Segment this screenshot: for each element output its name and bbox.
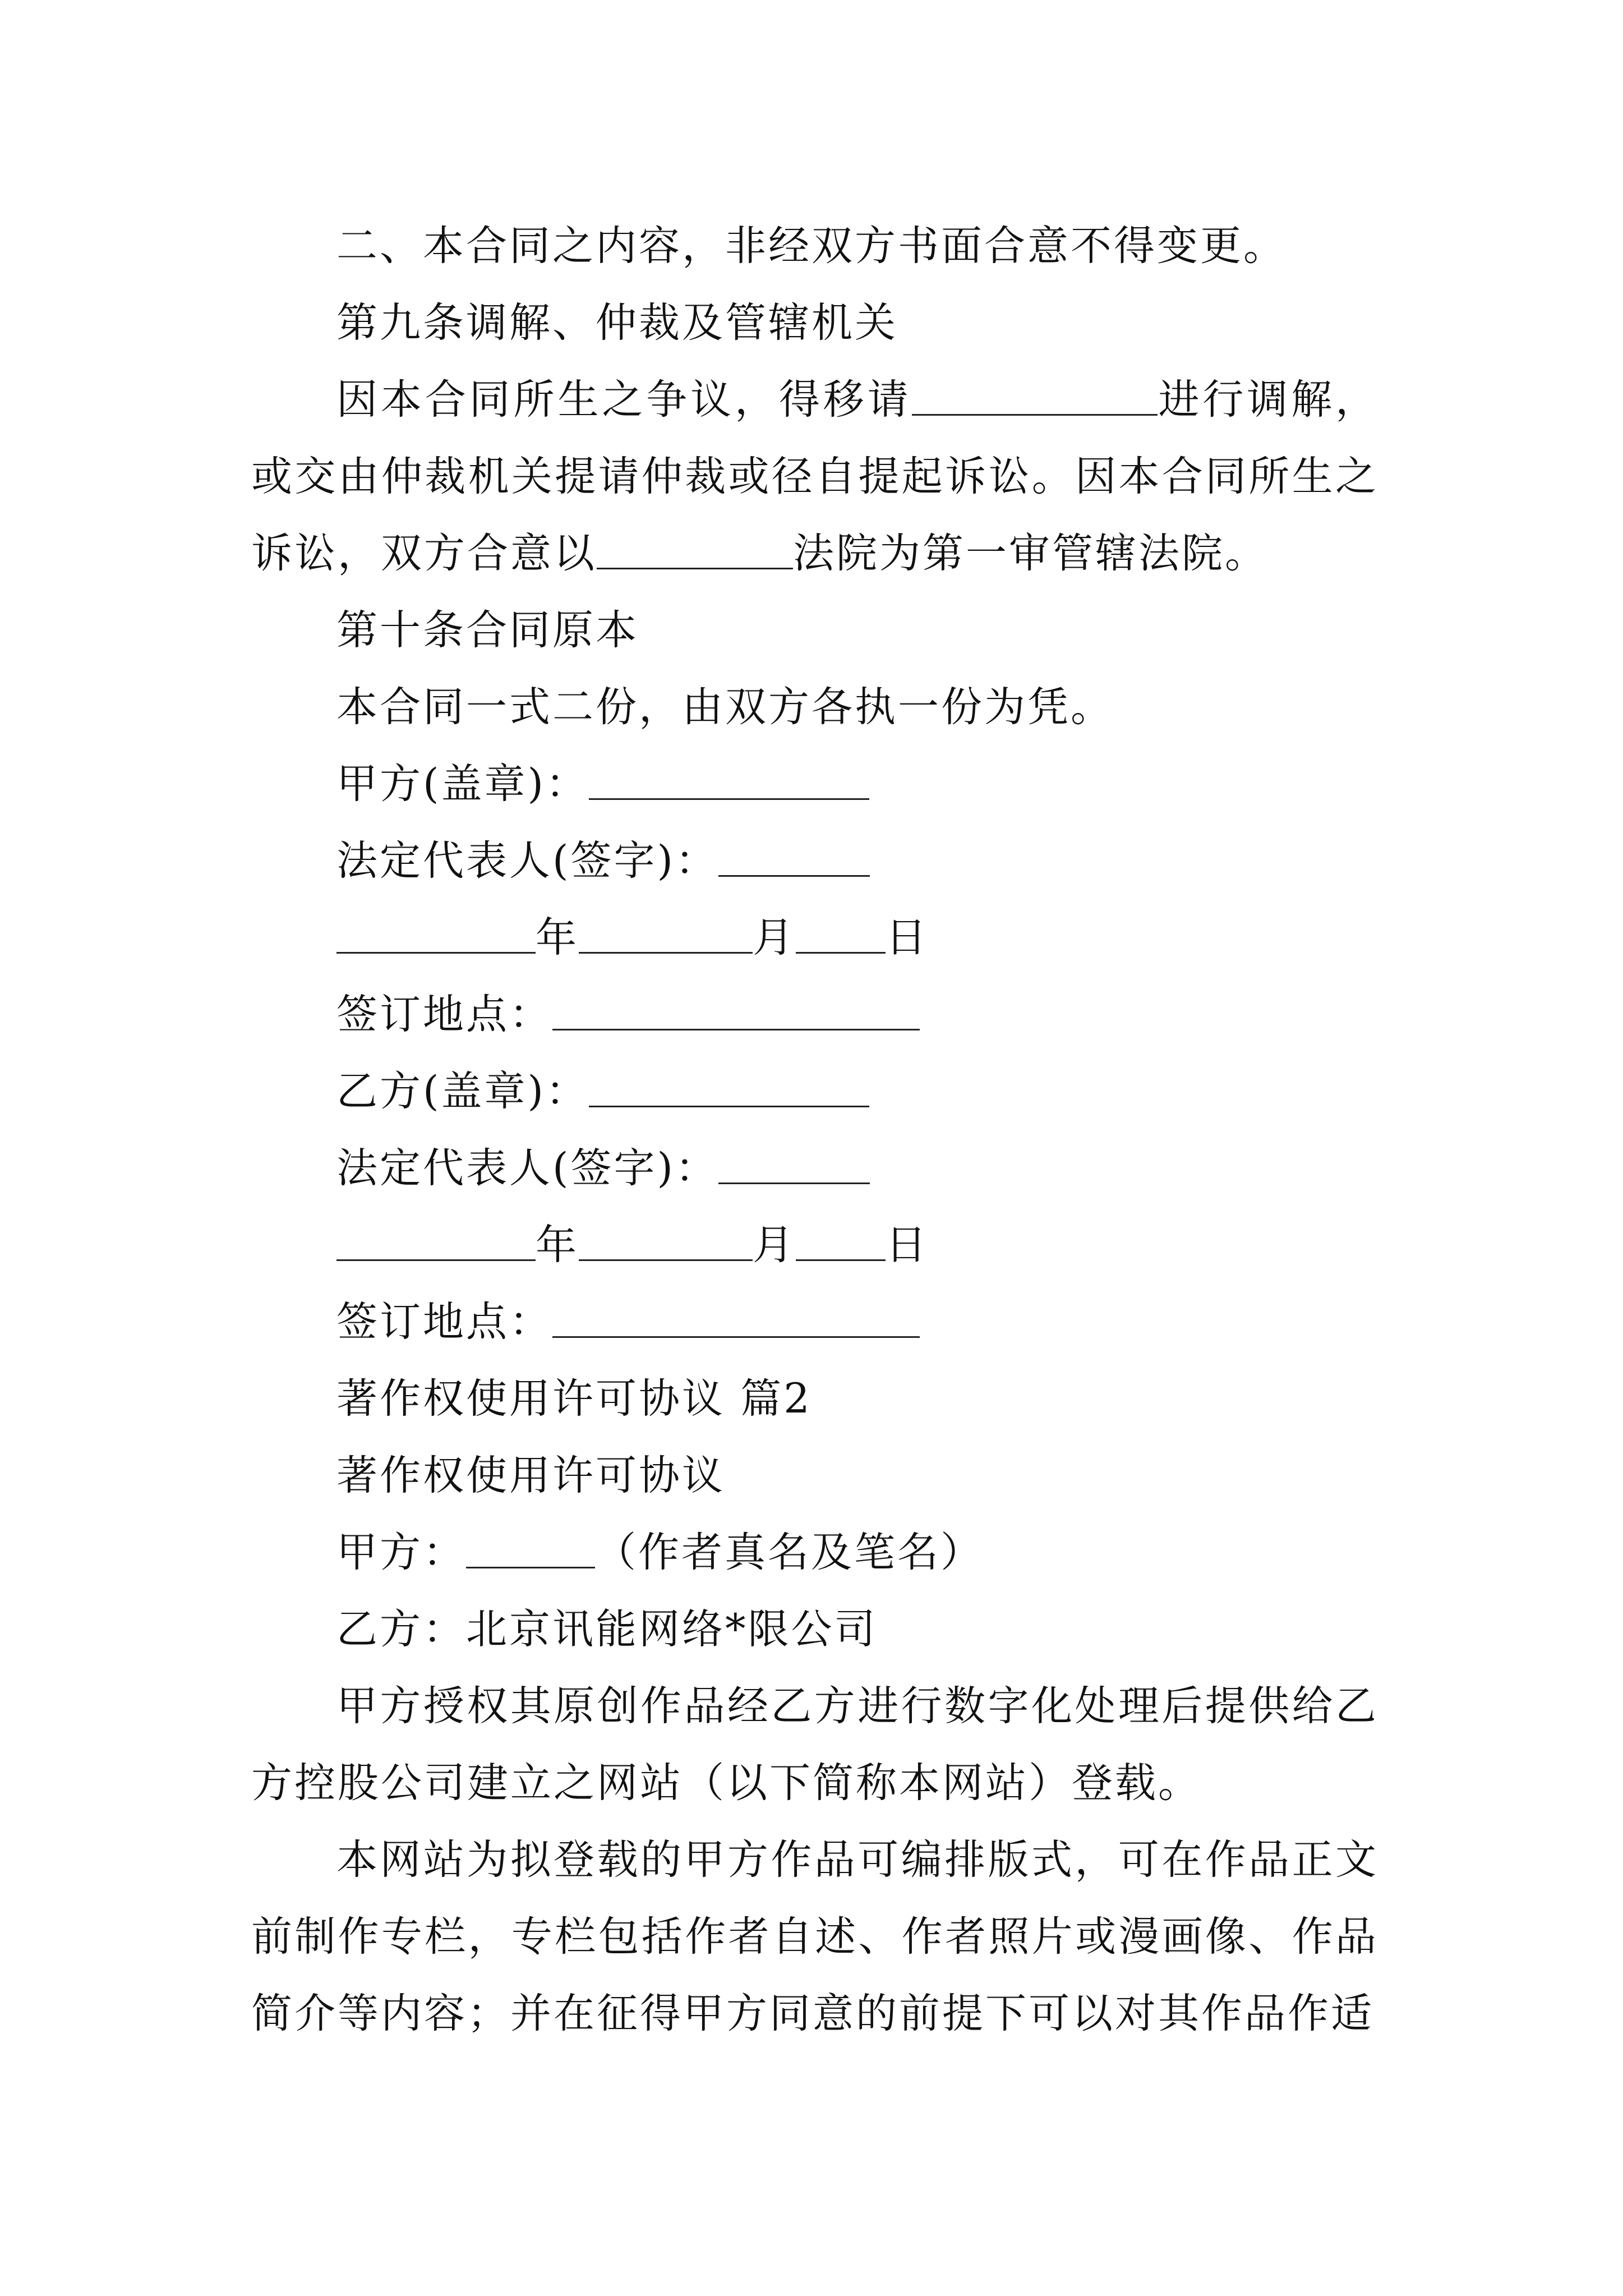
- copies-paragraph: [251, 669, 1464, 746]
- party-b-place-line: [251, 1283, 1464, 1360]
- party-a-date-line: [251, 899, 1464, 976]
- mediation-text-b: 进行调解，或交由仲裁机关提请仲裁或径自提起诉讼。因本合同所生之诉讼，双方合意以: [251, 376, 1379, 577]
- mediator-blank: [912, 380, 1158, 416]
- day-label: 日: [886, 1221, 929, 1269]
- party-a-representative-label: 法定代表人(签字)：: [336, 837, 718, 885]
- agreement-title-text: 著作权使用许可协议: [336, 1452, 725, 1499]
- party-b-representative-label: 法定代表人(签字)：: [336, 1144, 718, 1192]
- mediation-paragraph: [251, 361, 1378, 592]
- article-heading: [251, 592, 1464, 669]
- party-b-representative-line: [251, 1130, 1464, 1207]
- authorization-text: 甲方授权其原创作品经乙方进行数字化处理后提供给乙方控股公司建立之网站（以下简称本网站）登载。: [251, 1682, 1378, 1807]
- month-label: 月: [753, 914, 796, 961]
- signing-place-label: 签订地点：: [336, 991, 552, 1038]
- authorization-paragraph: [251, 1668, 1378, 1821]
- clause-paragraph: [251, 208, 1464, 284]
- party-b-line: [251, 1591, 1464, 1668]
- party-a-place-line: [251, 976, 1464, 1053]
- day-blank: [796, 918, 886, 954]
- mediation-text-c: 法院为第一审管辖法院。: [793, 530, 1268, 577]
- party-b-seal-line: [251, 1053, 1464, 1130]
- month-blank: [579, 1226, 753, 1261]
- section-title-text: 著作权使用许可协议 篇2: [336, 1375, 812, 1423]
- party-a-seal-label: 甲方(盖章)：: [336, 760, 589, 808]
- year-label: 年: [536, 914, 579, 961]
- section-title: [251, 1360, 1464, 1437]
- article-heading-text: 第十条合同原本: [336, 606, 639, 654]
- party-b-representative-blank: [718, 1149, 870, 1184]
- year-blank: [336, 918, 536, 954]
- year-blank: [336, 1226, 536, 1261]
- court-blank: [597, 534, 793, 569]
- party-b-seal-blank: [589, 1072, 869, 1107]
- signing-place-blank: [552, 995, 920, 1030]
- month-blank: [579, 918, 753, 954]
- article-heading-text: 第九条调解、仲裁及管辖机关: [336, 299, 898, 347]
- party-b-date-line: [251, 1207, 1464, 1283]
- day-label: 日: [886, 914, 929, 961]
- copies-text: 本合同一式二份，由双方各执一份为凭。: [336, 683, 1114, 731]
- party-b-text: 乙方：北京讯能网络*限公司: [336, 1605, 878, 1653]
- article-heading: [251, 284, 1464, 361]
- agreement-title: [251, 1437, 1464, 1514]
- party-a-label: 甲方：: [336, 1529, 466, 1576]
- signing-place-blank: [552, 1303, 920, 1338]
- party-b-seal-label: 乙方(盖章)：: [336, 1068, 589, 1115]
- clause-text: 二、本合同之内容，非经双方书面合意不得变更。: [336, 222, 1287, 270]
- party-a-seal-blank: [589, 765, 869, 800]
- party-a-seal-line: [251, 746, 1464, 822]
- layout-text: 本网站为拟登载的甲方作品可编排版式，可在作品正文前制作专栏，专栏包括作者自述、作者照片或漫画像、作品简介等内容；并在征得甲方同意的前提下可以对其作品作适: [251, 1836, 1378, 2037]
- month-label: 月: [753, 1221, 796, 1269]
- year-label: 年: [536, 1221, 579, 1269]
- signing-place-label: 签订地点：: [336, 1298, 552, 1346]
- party-a-representative-blank: [718, 841, 870, 877]
- layout-paragraph: [251, 1821, 1378, 2052]
- party-a-representative-line: [251, 822, 1464, 899]
- day-blank: [796, 1226, 886, 1261]
- party-a-line: [251, 1514, 1464, 1591]
- party-a-name-blank: [466, 1533, 595, 1568]
- mediation-text-a: 因本合同所生之争议，得移请: [336, 376, 912, 424]
- party-a-note: （作者真名及笔名）: [595, 1529, 984, 1576]
